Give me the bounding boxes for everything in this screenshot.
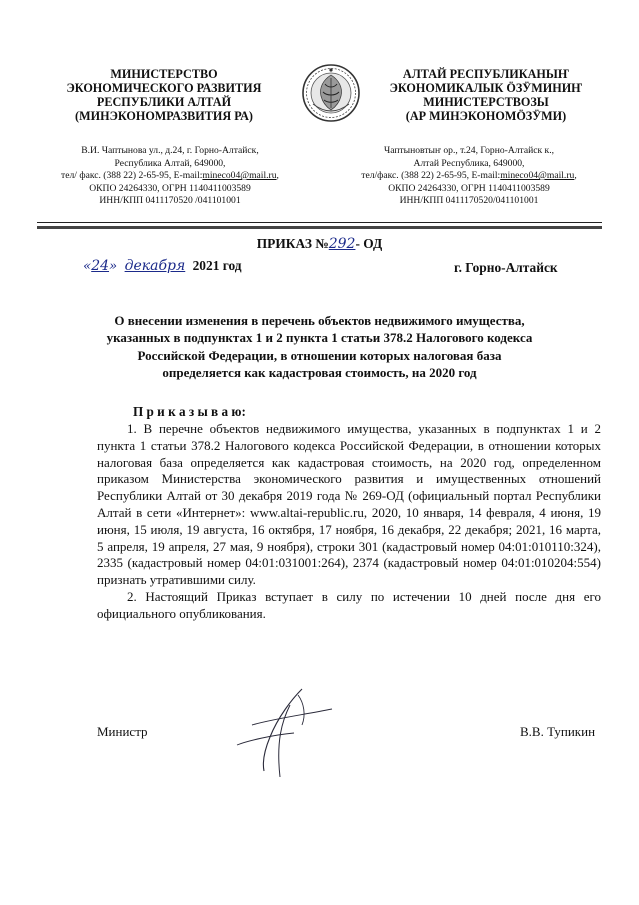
ministry-name-alt-line: АЛТАЙ РЕСПУБЛИКАНЫҤ	[402, 67, 570, 81]
order-body	[97, 421, 601, 623]
address-region: Алтай Республика, 649000,	[413, 157, 525, 169]
address-contacts	[333, 170, 605, 183]
address-inn: ИНН/КПП 0411170520/041101001	[399, 195, 539, 207]
ministry-name-ru-line: (МИНЭКОНОМРАЗВИТИЯ РА)	[75, 109, 253, 123]
order-subject	[60, 312, 579, 382]
ministry-name-alt	[370, 67, 602, 123]
signatory-name: В.В. Тупикин	[520, 724, 596, 739]
paragraph-2: 2. Настоящий Приказ вступает в силу по истечении 10 дней после дня его официального опубликования.	[97, 588, 601, 621]
order-title	[0, 236, 639, 252]
order-suffix: - ОД	[355, 236, 383, 251]
date-day-handwritten: 24	[91, 258, 110, 274]
address-block-ru	[36, 145, 304, 208]
address-okpo: ОКПО 24264330, ОГРН 1140411003589	[89, 182, 251, 194]
address-region: Республика Алтай, 649000,	[114, 157, 226, 169]
subject-line: указанных в подпунктах 1 и 2 пункта 1 статьи 378.2 Налогового кодекса	[106, 330, 533, 346]
ministry-name-ru	[40, 67, 288, 123]
address-contacts	[36, 170, 304, 183]
subject-line: Российской Федерации, в отношении которых налоговая база	[137, 347, 502, 363]
ministry-name-ru-line: ЭКОНОМИЧЕСКОГО РАЗВИТИЯ	[66, 81, 262, 95]
order-directive: П р и к а з ы в а ю:	[133, 404, 246, 419]
address-okpo: ОКПО 24264330, ОГРН 1140411003589	[388, 182, 550, 194]
emblem-icon	[301, 62, 361, 124]
ministry-name-alt-line: (АР МИНЭКОНОМӦЗӰМИ)	[405, 109, 567, 123]
handwritten-signature	[232, 685, 342, 780]
phone-fax: тел/ факс. (388 22) 2-65-95, E-mail:	[61, 170, 203, 182]
address-street: В.И. Чаптынова ул., д.24, г. Горно-Алтайск,	[81, 145, 259, 156]
phone-fax: тел/факс. (388 22) 2-65-95, E-mail:	[361, 170, 501, 182]
header-divider-thin	[37, 222, 602, 223]
ministry-name-ru-line: РЕСПУБЛИКИ АЛТАЙ	[96, 95, 232, 109]
order-prefix: ПРИКАЗ №	[256, 236, 329, 251]
email-suffix: ,	[574, 170, 577, 182]
subject-line: определяется как кадастровая стоимость, на 2020 год	[162, 365, 477, 381]
ministry-name-alt-line: МИНИСТЕРСТВОЗЫ	[423, 95, 549, 109]
signature-icon	[232, 685, 342, 780]
paragraph-1: 1. В перечне объектов недвижимого имущества, указанных в подпунктах 1 и 2 пункта 1 статьи 378.2 Налогового кодекса Российской Федерации, в отношении которых налоговая база определяется как кадастровая стоимость, на 2020 год, определенном приказом Министерства экономического развития и имущественных отношений Республики Алтай от 30 декабря 2019 года № 269-ОД (официальный портал Республики Алтай в сети «Интернет»: www.altai-republic.ru, 2020, 10 января, 14 февраля, 4 июня, 19 июня, 15 июля, 19 августа, 16 октября, 17 ноября, 16 декабря, 22 декабря; 2021, 16 марта, 5 апреля, 19 апреля, 27 мая, 9 ноября), строки 301 (кадастровый номер 04:01:010110:324), 2335 (кадастровый номер 04:01:031001:264), 2374 (кадастровый номер 04:01:010204:554) признать утратившими силу.	[97, 421, 601, 588]
republic-emblem	[301, 62, 361, 124]
email-suffix: ,	[276, 170, 279, 182]
date-open-quote: «	[83, 259, 92, 274]
date-month-handwritten: декабря	[124, 258, 186, 274]
email-link[interactable]: mineco04@mail.ru	[500, 170, 575, 182]
date-close-quote: »	[109, 259, 118, 274]
address-street: Чаптыновтыҥ ор., т.24, Горно-Алтайск к.,	[383, 145, 555, 156]
order-date	[83, 258, 242, 274]
address-block-alt	[333, 145, 605, 208]
signatory-position: Министр	[97, 724, 148, 739]
order-city: г. Горно-Алтайск	[454, 260, 558, 275]
ministry-name-ru-line: МИНИСТЕРСТВО	[110, 67, 218, 81]
ministry-name-alt-line: ЭКОНОМИКАЛЫК ӦЗӰМИНИҤ	[389, 81, 583, 95]
header-divider-thick	[37, 226, 602, 229]
order-number-handwritten: 292	[328, 236, 356, 252]
address-inn: ИНН/КПП 0411170520 /041101001	[99, 195, 241, 207]
date-year: 2021 год	[192, 258, 242, 273]
email-link[interactable]: mineco04@mail.ru	[202, 170, 277, 182]
subject-line: О внесении изменения в перечень объектов недвижимого имущества,	[114, 313, 525, 328]
